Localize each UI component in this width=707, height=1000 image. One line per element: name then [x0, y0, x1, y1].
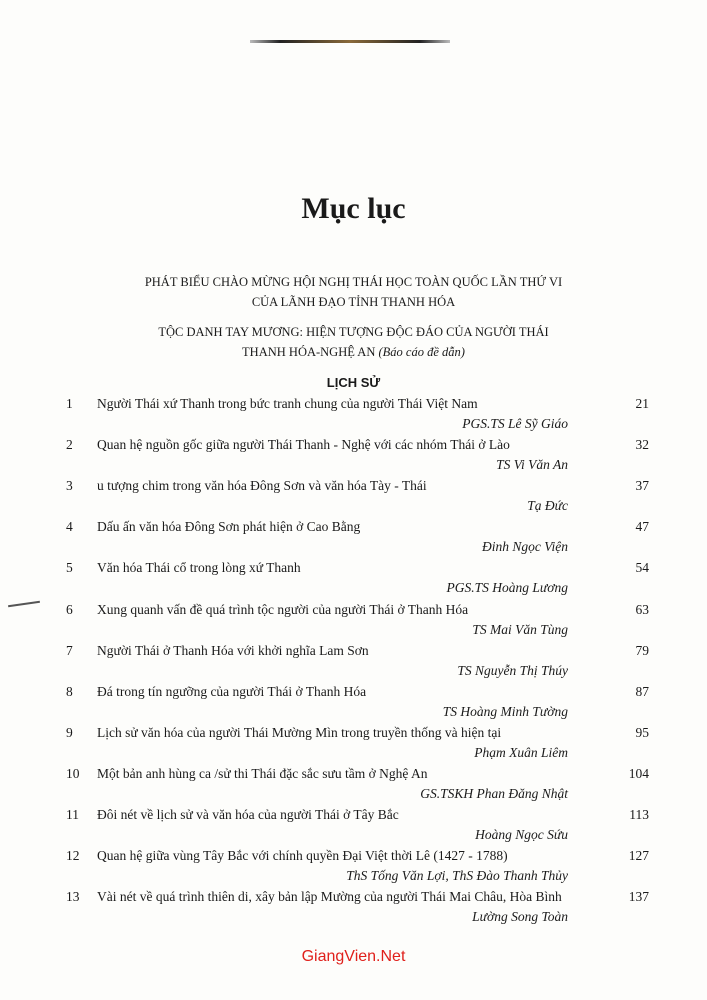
- entry-page: 37: [635, 478, 649, 494]
- entry-title: Xung quanh vấn đề quá trình tộc người của người Thái ở Thanh Hóa: [97, 601, 469, 617]
- entry-author: TS Mai Văn Tùng: [472, 621, 568, 637]
- entry-title: Vài nét về quá trình thiên di, xây bản lập Mường của người Thái Mai Châu, Hòa Bình: [97, 889, 562, 905]
- entry-title: u tượng chim trong văn hóa Đông Sơn và văn hóa Tày - Thái: [97, 478, 427, 494]
- toc-entry[interactable]: [0, 519, 707, 560]
- entry-page: 21: [635, 396, 649, 411]
- entry-number: 4: [66, 519, 73, 535]
- entry-number: 8: [66, 683, 73, 699]
- entry-author: Đinh Ngọc Viện: [482, 539, 568, 555]
- entry-author: TS Nguyễn Thị Thúy: [457, 662, 568, 678]
- toc-entry[interactable]: [0, 684, 707, 725]
- page-title: Mục lục: [301, 192, 406, 225]
- entry-author: Hoàng Ngọc Sứu: [475, 827, 568, 842]
- entry-title: Đá trong tín ngưỡng của người Thái ở Thanh Hóa: [97, 683, 367, 699]
- preface-line: PHÁT BIỂU CHÀO MỪNG HỘI NGHỊ THÁI HỌC TOÀN QUỐC LẦN THỨ VI: [144, 275, 563, 289]
- toc-entry[interactable]: [0, 560, 707, 601]
- entry-page: 87: [635, 683, 649, 699]
- toc-entry[interactable]: [0, 766, 707, 807]
- preface-line: [0, 342, 707, 362]
- entry-author: GS.TSKH Phan Đăng Nhật: [420, 785, 568, 801]
- entry-page: 79: [635, 642, 649, 658]
- entry-title: Dấu ấn văn hóa Đông Sơn phát hiện ở Cao Bằng: [97, 519, 361, 535]
- entry-title: Một bản anh hùng ca /sử thi Thái đặc sắc sưu tầm ở Nghệ An: [97, 765, 428, 781]
- entry-number: 3: [66, 478, 73, 494]
- entry-number: 11: [66, 807, 79, 822]
- entry-page: 127: [628, 848, 649, 864]
- entry-number: 10: [66, 765, 80, 781]
- toc-entry[interactable]: [0, 725, 707, 766]
- preface-item: [0, 322, 707, 362]
- toc-entry[interactable]: [0, 396, 707, 437]
- toc-entry[interactable]: [0, 643, 707, 684]
- entry-author: TS Vi Văn An: [496, 457, 568, 473]
- entry-number: 13: [66, 889, 80, 905]
- entry-page: 113: [629, 807, 649, 822]
- watermark: GiangVien.Net: [301, 948, 406, 965]
- section-heading: LỊCH SỬ: [326, 375, 381, 390]
- entry-page: 47: [635, 519, 649, 535]
- entry-author: TS Hoàng Minh Tường: [442, 703, 568, 719]
- entry-number: 2: [66, 437, 73, 453]
- entry-title: Quan hệ giữa vùng Tây Bắc với chính quyền Đại Việt thời Lê (1427 - 1788): [97, 848, 508, 864]
- entry-page: 63: [635, 601, 649, 617]
- entry-number: 7: [66, 642, 73, 658]
- preface-line-text: THANH HÓA-NGHỆ AN: [242, 345, 376, 359]
- toc-entry[interactable]: [0, 602, 707, 643]
- entry-author: Phạm Xuân Liêm: [474, 744, 568, 760]
- entry-number: 5: [66, 560, 73, 576]
- toc-entry[interactable]: [0, 889, 707, 930]
- entry-author: PGS.TS Hoàng Lương: [446, 580, 568, 596]
- entry-number: 6: [66, 601, 73, 617]
- preface-item: [0, 272, 707, 312]
- entry-title: Lịch sử văn hóa của người Thái Mường Mìn trong truyền thống và hiện tại: [97, 724, 502, 740]
- preface-line: CỦA LÃNH ĐẠO TỈNH THANH HÓA: [251, 295, 456, 309]
- entry-author: Tạ Đức: [527, 498, 568, 514]
- entry-page: 137: [628, 889, 649, 905]
- entry-number: 1: [66, 396, 73, 411]
- toc-entry[interactable]: [0, 478, 707, 519]
- entry-author: Lường Song Toàn: [472, 909, 568, 925]
- entry-title: Văn hóa Thái cổ trong lòng xứ Thanh: [97, 560, 301, 576]
- entry-number: 9: [66, 724, 73, 740]
- entry-author: ThS Tống Văn Lợi, ThS Đào Thanh Thủy: [346, 868, 568, 884]
- toc-entry[interactable]: [0, 848, 707, 889]
- entry-title: Người Thái xứ Thanh trong bức tranh chung của người Thái Việt Nam: [97, 396, 478, 411]
- entry-page: 54: [635, 560, 649, 576]
- entry-page: 104: [628, 765, 649, 781]
- entry-title: Quan hệ nguồn gốc giữa người Thái Thanh - Nghệ với các nhóm Thái ở Lào: [97, 437, 510, 453]
- entry-author: PGS.TS Lê Sỹ Giáo: [462, 416, 568, 431]
- top-decorative-line: [250, 40, 450, 43]
- entry-title: Người Thái ở Thanh Hóa với khởi nghĩa Lam Sơn: [97, 642, 369, 658]
- entry-page: 32: [635, 437, 649, 453]
- preface-line: TỘC DANH TAY MƯƠNG: HIỆN TƯỢNG ĐỘC ĐÁO CỦA NGƯỜI THÁI: [158, 325, 549, 339]
- toc-entry[interactable]: [0, 437, 707, 478]
- entry-title: Đôi nét về lịch sử và văn hóa của người Thái ở Tây Bắc: [97, 807, 399, 822]
- toc-entry[interactable]: [0, 807, 707, 848]
- entry-number: 12: [66, 848, 80, 864]
- preface-note: (Báo cáo đề dẫn): [378, 345, 465, 359]
- entry-page: 95: [635, 724, 649, 740]
